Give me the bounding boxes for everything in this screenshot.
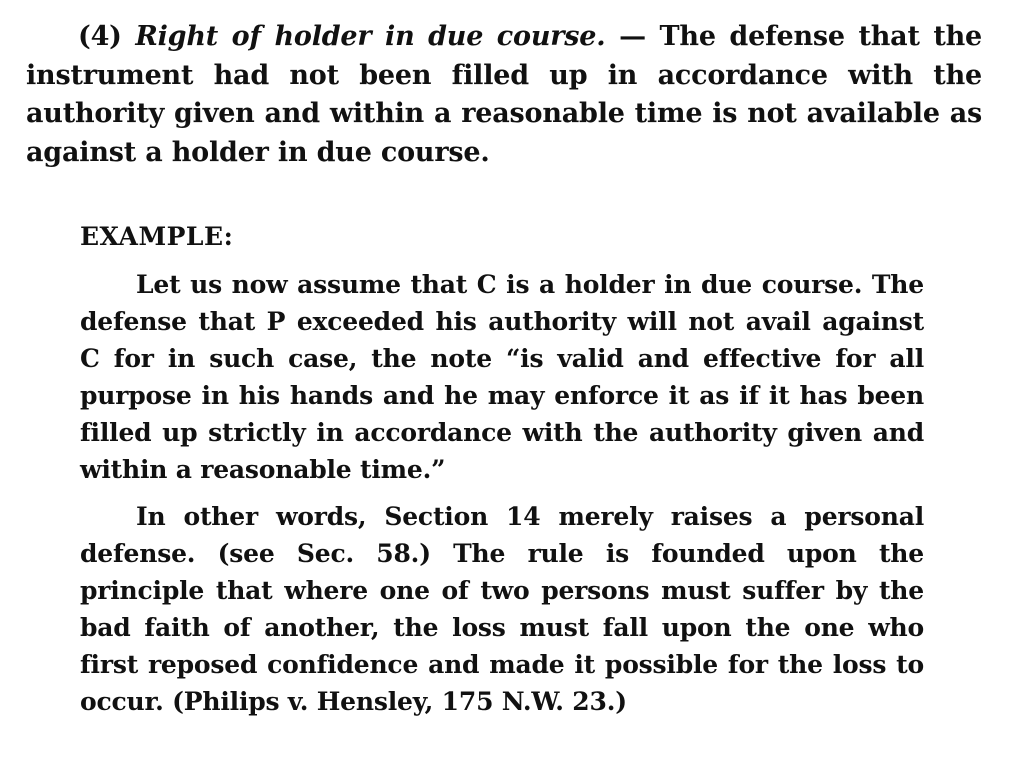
section-body: The defense that the instrument had not been filled up in accordance with the authority given and within a reasonable time is not available as against a holder in due course. (26, 21, 983, 168)
section-heading: Right of holder in due course. (135, 21, 606, 52)
section-4-block (26, 18, 982, 172)
section-4-paragraph (26, 18, 982, 172)
example-label: EXAMPLE: (80, 222, 234, 251)
section-number: (4) (78, 21, 122, 52)
example-block (80, 220, 924, 720)
example-paragraph-2: In other words, Section 14 merely raises a personal defense. (see Sec. 58.) The rule is founded upon the principle that where one of two persons must suffer by the bad faith of another, the loss must fall upon the one who first reposed confidence and made it possible for the loss to occur. (Philips v. Hensley, 175 N.W. 23.) (80, 502, 924, 716)
section-dash: — (619, 21, 646, 52)
example-paragraph-1: Let us now assume that C is a holder in due course. The defense that P exceeded his authority will not avail against C for in such case, the note “is valid and effective for all purpose in his hands and he may enforce it as if it has been filled up strictly in accordance with the authority given and within a reasonable time.” (80, 270, 924, 484)
